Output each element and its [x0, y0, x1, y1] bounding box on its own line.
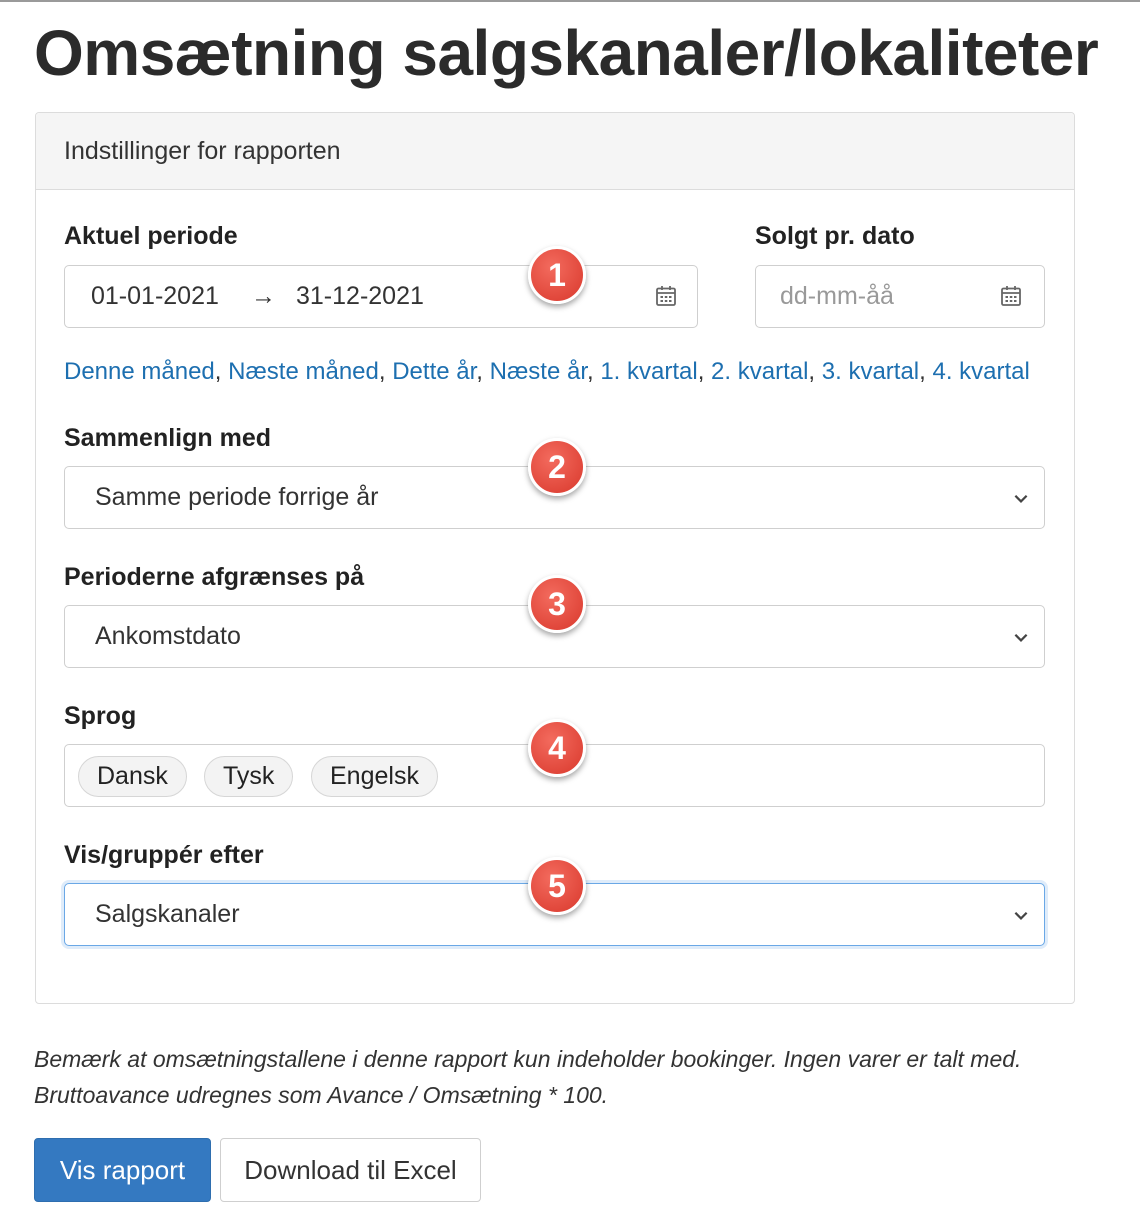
show-report-button[interactable]: Vis rapport: [34, 1138, 211, 1202]
link-next-month[interactable]: Næste måned: [228, 358, 379, 385]
page-title: Omsætning salgskanaler/lokaliteter: [34, 17, 1099, 89]
step-badge-5: 5: [528, 857, 586, 915]
compare-label: Sammenlign med: [64, 424, 271, 452]
link-quarter-2[interactable]: 2. kvartal: [711, 358, 809, 385]
language-tag-german[interactable]: Tysk: [204, 756, 293, 797]
calendar-icon[interactable]: [999, 284, 1023, 308]
step-badge-1: 1: [528, 246, 586, 304]
period-arrow: →: [251, 282, 276, 310]
sold-by-date-input[interactable]: [755, 265, 1045, 328]
language-label: Sprog: [64, 702, 137, 730]
period-label: Aktuel periode: [64, 222, 238, 250]
download-excel-button[interactable]: Download til Excel: [220, 1138, 481, 1202]
panel-header: Indstillinger for rapporten: [36, 113, 1074, 190]
calendar-icon[interactable]: [654, 284, 678, 308]
chevron-down-icon: [1012, 628, 1030, 646]
language-tag-english[interactable]: Engelsk: [311, 756, 438, 797]
period-limit-label: Perioderne afgrænses på: [64, 563, 365, 591]
link-quarter-3[interactable]: 3. kvartal: [821, 358, 920, 385]
chevron-down-icon: [1012, 489, 1030, 507]
link-quarter-1[interactable]: 1. kvartal: [600, 358, 698, 385]
sold-by-date-label: Solgt pr. dato: [755, 222, 915, 250]
quick-period-links: Denne måned, Næste måned, Dette år, Næste år, 1. kvartal, 2. kvartal, 3. kvartal, 4. kvartal: [64, 358, 1030, 385]
step-badge-2: 2: [528, 438, 586, 496]
group-by-label: Vis/gruppér efter: [64, 841, 264, 869]
period-limit-selected-value: Ankomstdato: [95, 622, 241, 650]
link-this-month[interactable]: Denne måned: [64, 358, 215, 385]
chevron-down-icon: [1012, 906, 1030, 924]
language-tag-danish[interactable]: Dansk: [78, 756, 187, 797]
top-border: [0, 0, 1140, 2]
compare-selected-value: Samme periode forrige år: [95, 483, 379, 511]
note-bookings-only: Bemærk at omsætningstallene i denne rapport kun indeholder bookinger. Ingen varer er talt med.: [34, 1046, 1022, 1072]
step-badge-4: 4: [528, 719, 586, 777]
note-gross-margin: Bruttoavance udregnes som Avance / Omsætning * 100.: [34, 1082, 609, 1108]
period-end-date: 31-12-2021: [296, 282, 424, 310]
link-this-year[interactable]: Dette år: [392, 358, 477, 385]
link-next-year[interactable]: Næste år: [489, 358, 587, 385]
group-by-selected-value: Salgskanaler: [95, 900, 240, 928]
period-start-date: 01-01-2021: [91, 282, 219, 310]
sold-by-date-placeholder: dd-mm-åå: [780, 282, 894, 310]
period-range-input[interactable]: [64, 265, 698, 328]
link-quarter-4[interactable]: 4. kvartal: [932, 358, 1030, 385]
step-badge-3: 3: [528, 575, 586, 633]
